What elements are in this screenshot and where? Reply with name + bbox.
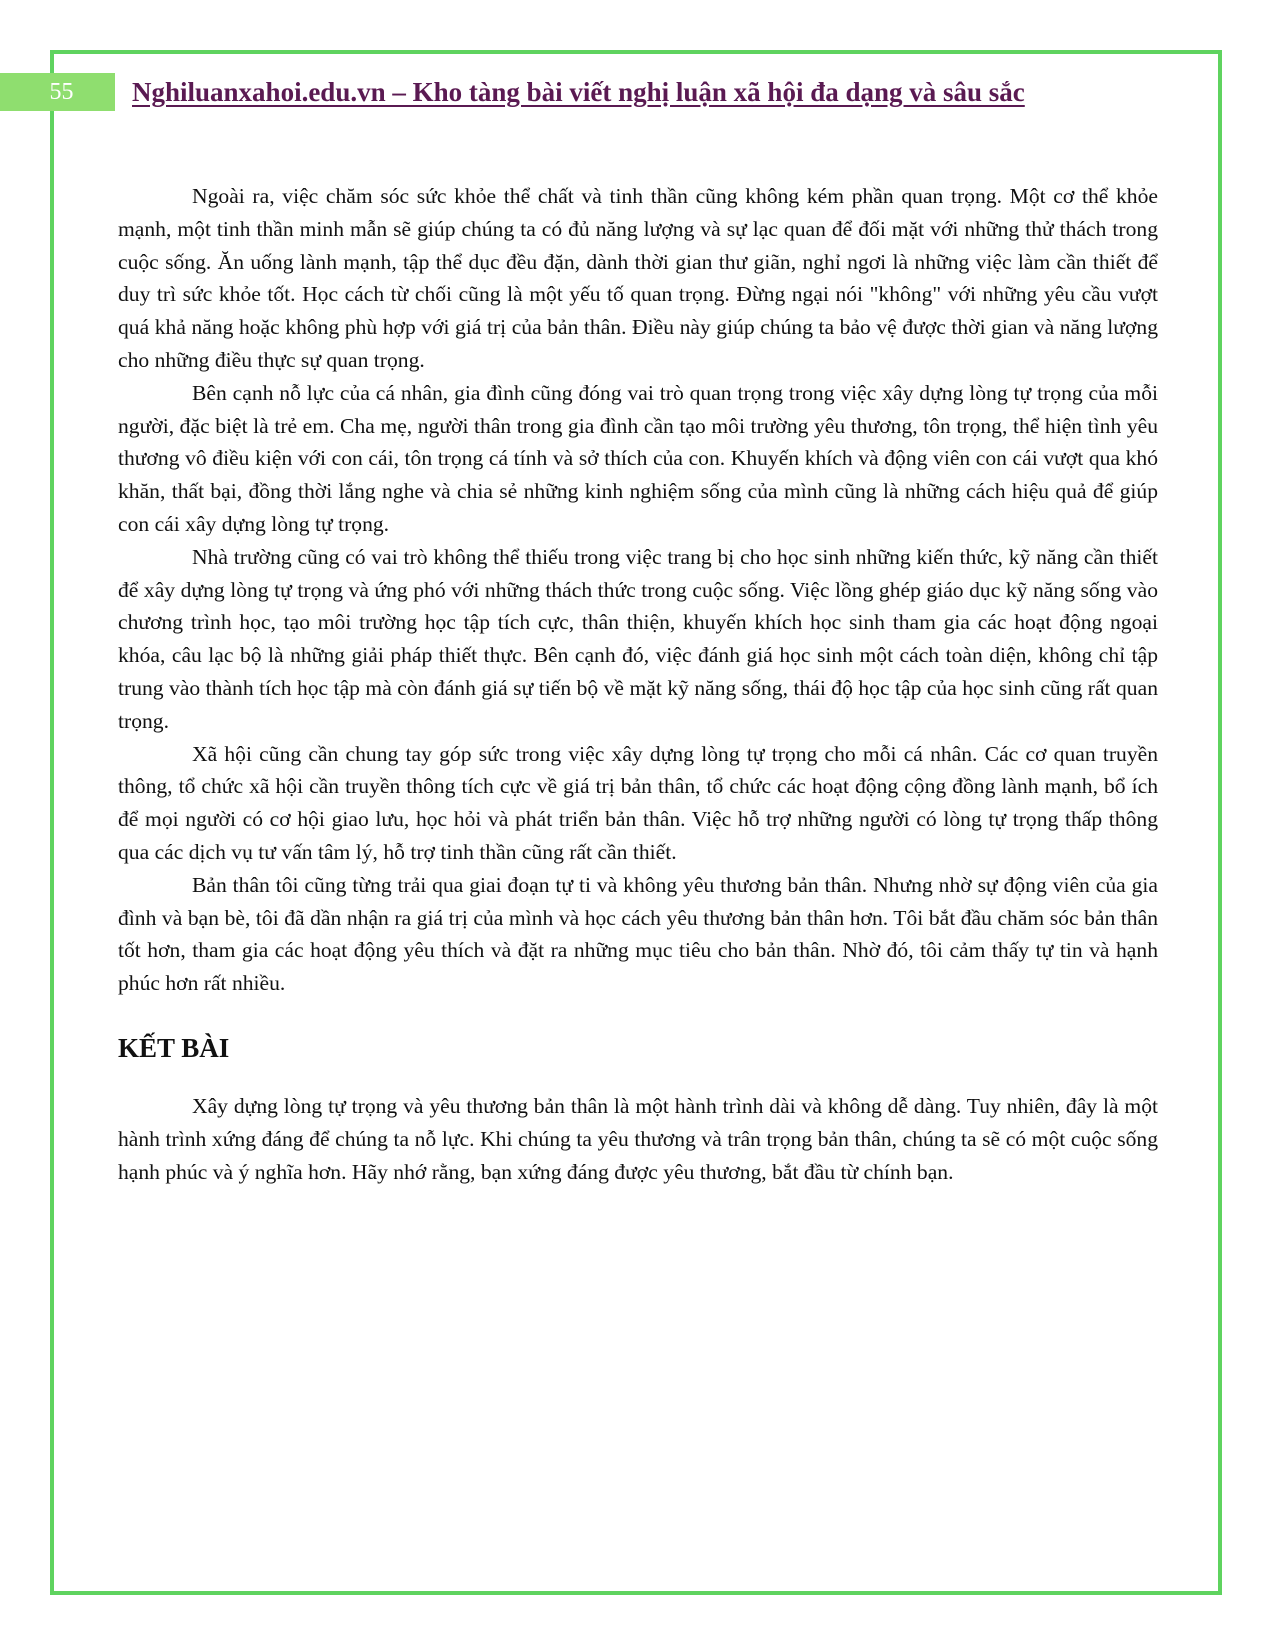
body-paragraph: Bản thân tôi cũng từng trải qua giai đoạn tự ti và không yêu thương bản thân. Nhưng nhờ sự động viên của gia đình và bạn bè, tôi đã dần nhận ra giá trị của mình và học cách yêu thương bản thân hơn. Tôi bắt đầu chăm sóc bản thân tốt hơn, tham gia các hoạt động yêu thích và đặt ra những mục tiêu cho bản thân. Nhờ đó, tôi cảm thấy tự tin và hạnh phúc hơn rất nhiều. (118, 872, 1158, 996)
header-title[interactable]: Nghiluanxahoi.edu.vn – Kho tàng bài viết nghị luận xã hội đa dạng và sâu sắc (132, 77, 1025, 107)
conclusion-paragraph: Xây dựng lòng tự trọng và yêu thương bản thân là một hành trình dài và không dễ dàng. Tuy nhiên, đây là một hành trình xứng đáng để chúng ta nỗ lực. Khi chúng ta yêu thương và trân trọng bản thân, chúng ta sẽ có một cuộc sống hạnh phúc và ý nghĩa hơn. Hãy nhớ rằng, bạn xứng đáng được yêu thương, bắt đầu từ chính bạn. (118, 1093, 1158, 1184)
body-paragraph: Nhà trường cũng có vai trò không thể thiếu trong việc trang bị cho học sinh những kiến thức, kỹ năng cần thiết để xây dựng lòng tự trọng và ứng phó với những thách thức trong cuộc sống. Việc lồng ghép giáo dục kỹ năng sống vào chương trình học, tạo môi trường học tập tích cực, thân thiện, khuyến khích học sinh tham gia các hoạt động ngoại khóa, câu lạc bộ là những giải pháp thiết thực. Bên cạnh đó, việc đánh giá học sinh một cách toàn diện, không chỉ tập trung vào thành tích học tập mà còn đánh giá sự tiến bộ về mặt kỹ năng sống, thái độ học tập của học sinh cũng rất quan trọng. (118, 544, 1158, 733)
document-body (118, 180, 1158, 1188)
section-heading-conclusion: KẾT BÀI (118, 1032, 230, 1063)
body-paragraph: Ngoài ra, việc chăm sóc sức khỏe thể chất và tinh thần cũng không kém phần quan trọng. Một cơ thể khỏe mạnh, một tinh thần minh mẫn sẽ giúp chúng ta có đủ năng lượng và sự lạc quan để đối mặt với những thử thách trong cuộc sống. Ăn uống lành mạnh, tập thể dục đều đặn, dành thời gian thư giãn, nghỉ ngơi là những việc làm cần thiết để duy trì sức khỏe tốt. Học cách từ chối cũng là một yếu tố quan trọng. Đừng ngại nói "không" với những yêu cầu vượt quá khả năng hoặc không phù hợp với giá trị của bản thân. Điều này giúp chúng ta bảo vệ được thời gian và năng lượng cho những điều thực sự quan trọng. (118, 184, 1158, 372)
body-paragraph: Bên cạnh nỗ lực của cá nhân, gia đình cũng đóng vai trò quan trọng trong việc xây dựng lòng tự trọng của mỗi người, đặc biệt là trẻ em. Cha mẹ, người thân trong gia đình cần tạo môi trường yêu thương, tôn trọng, thể hiện tình yêu thương vô điều kiện với con cái, tôn trọng cá tính và sở thích của con. Khuyến khích và động viên con cái vượt qua khó khăn, thất bại, đồng thời lắng nghe và chia sẻ những kinh nghiệm sống của mình cũng là những cách hiệu quả để giúp con cái xây dựng lòng tự trọng. (118, 380, 1158, 536)
page-number: 55 (0, 73, 115, 111)
body-paragraph: Xã hội cũng cần chung tay góp sức trong việc xây dựng lòng tự trọng cho mỗi cá nhân. Các cơ quan truyền thông, tổ chức xã hội cần truyền thông tích cực về giá trị bản thân, tổ chức các hoạt động cộng đồng lành mạnh, bổ ích để mọi người có cơ hội giao lưu, học hỏi và phát triển bản thân. Việc hỗ trợ những người có lòng tự trọng thấp thông qua các dịch vụ tư vấn tâm lý, hỗ trợ tinh thần cũng rất cần thiết. (118, 741, 1158, 864)
